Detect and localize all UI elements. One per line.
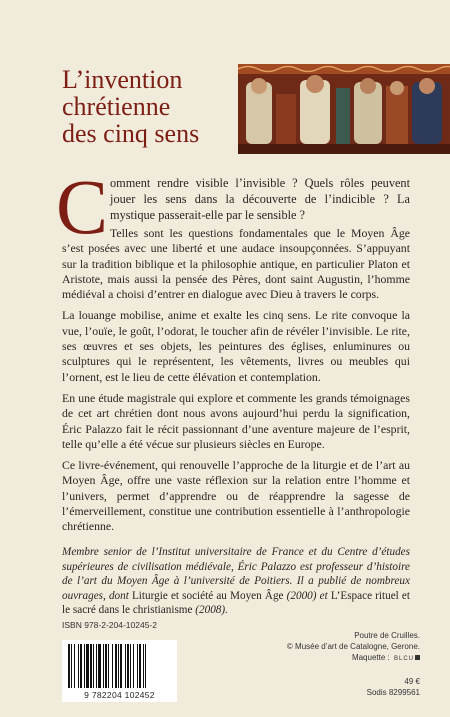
maquette-line — [287, 652, 420, 665]
title-line-2: chrétienne — [62, 92, 171, 121]
price: 49 € — [404, 677, 420, 686]
fresco-painting-image — [238, 64, 450, 154]
lead-text: omment rendre visible l’invisible ? Quels rôles peuvent jouer les sens dans la découverte de l’indicible ? La mystique passerait-elle par le sensible ? — [110, 176, 410, 222]
credits-block — [287, 630, 420, 698]
barcode — [62, 640, 177, 702]
book-title — [62, 66, 232, 147]
credit-line-1: Poutre de Cruilles. — [354, 631, 420, 640]
paragraph-1: Telles sont les questions fondamentales que le Moyen Âge s’est posées avec une liberté et une audace insoupçonnées. S’appuyant sur la tradition biblique et la philosophie antique, en particulier Platon et Aristote, mais aussi la pensée des Pères, dont saint Augustin, l’homme médiéval a choisi d’entrer en dialogue avec Dieu à travers le corps. — [62, 226, 410, 302]
credit-line-2: © Musée d’art de Catalogne, Gerone. — [286, 642, 420, 651]
paragraph-2: La louange mobilise, anime et exalte les cinq sens. Le rite convoque la vue, l’ouïe, le goût, l’odorat, le toucher afin de révéler l’invisible. Le rite, ses œuvres et ses objets, les peintures des églises, enluminures ou sculptures qui le représentent, les vêtements, livres ou meubles qui l’ornent, est le lieu de cette élévation et contemplation. — [62, 308, 410, 384]
barcode-number: 9 782204 102452 — [84, 690, 155, 700]
author-bio — [62, 545, 410, 618]
title-line-1: L’invention — [62, 65, 183, 94]
isbn-label: ISBN 978-2-204-10245-2 — [62, 620, 157, 630]
isbn-block — [62, 620, 177, 702]
paragraph-4: Ce livre-événement, qui renouvelle l’approche de la liturgie et de l’art au Moyen Âge, offre une vaste réflexion sur la relation entre l’homme et l’univers, permet d’apprendre ou de réapprendre la sagesse de l’émerveillement, constitue une contribution essentielle à l’anthropologie chrétienne. — [62, 458, 410, 534]
bio-text-3: (2008). — [192, 604, 228, 617]
lead-paragraph — [56, 163, 410, 250]
logo-square-icon — [415, 655, 420, 660]
title-line-3: des cinq sens — [62, 119, 200, 148]
bio-book-1: Liturgie et société au Moyen Âge — [131, 589, 284, 602]
drop-cap: C — [56, 163, 109, 250]
back-cover-text — [56, 163, 410, 541]
maquette-label: Maquette : — [351, 653, 390, 662]
paragraph-3: En une étude magistrale qui explore et commente les grands témoignages de cet art chrétien dont nous avons aujourd’hui perdu la signification, Éric Palazzo fait le récit passionnant d’une aventure majeure de l’esprit, telle qu’elle a été vécue sur plusieurs siècles en Europe. — [62, 390, 410, 451]
designer-logo: BLCU — [393, 656, 414, 662]
bio-book-2: L’Espace rituel et le sacré dans le christianisme — [62, 589, 410, 617]
bio-text-1: Membre senior de l’Institut universitaire de France et du Centre d’études supérieures de civilisation médiévale, Éric Palazzo est professeur d’histoire de l’art du Moyen Âge à l’université de Poitiers. Il a publié de nombreux ouvrages, dont — [62, 546, 410, 602]
sodis-code: Sodis 8299561 — [366, 688, 420, 697]
barcode-bars — [68, 644, 171, 688]
bio-text-2: (2000) et — [283, 589, 331, 602]
